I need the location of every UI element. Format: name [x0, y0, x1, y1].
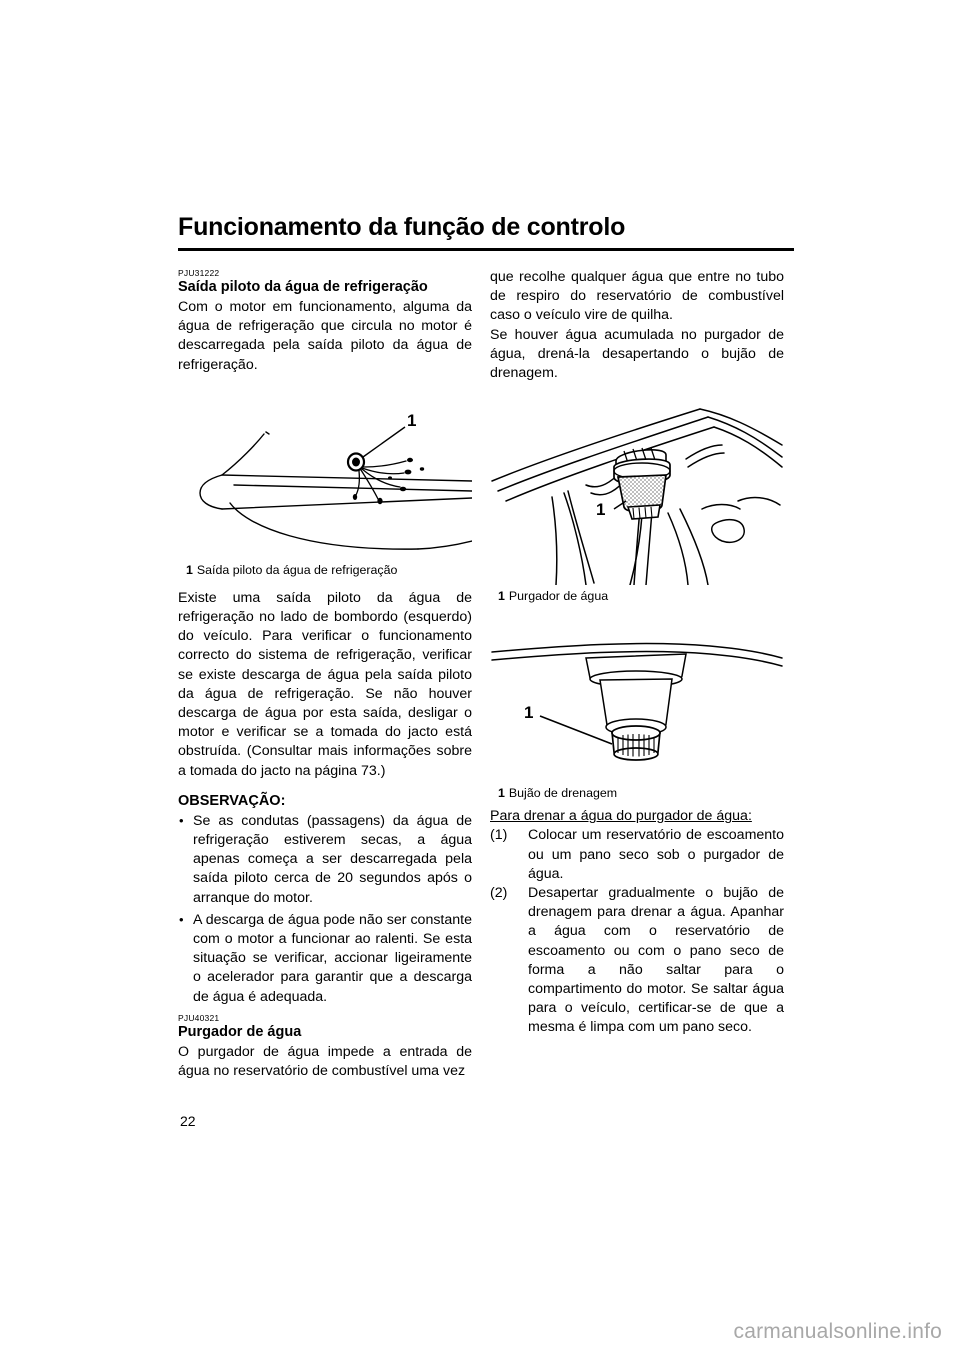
separator-bowl: [586, 654, 686, 735]
watermark: carmanualsonline.info: [733, 1320, 942, 1343]
page-number: 22: [180, 1113, 196, 1129]
figure-caption-cooling-water-outlet: [178, 562, 472, 578]
list-item: • A descarga de água pode não ser constante com o motor a funcionar ao ralenti. Se esta situação se verificar, accionar ligeiramente o acelerador para garantir que a descarga de água é adequada.: [178, 911, 472, 1007]
section1-paragraph-2: Existe uma saída piloto da água de refrigeração no lado de bombordo (esquerdo) do veículo. Para verificar o funcionamento correcto do sistema de refrigeração, verificar se existe descarga de água pela saída piloto da água de refrigeração. Se não houver descarga de água por esta saída, desligar o motor e verificar se a tomada do jacto está obstruída. (Consultar mais informações sobre a tomada do jacto na página 73.): [178, 589, 472, 779]
figure-cooling-water-pilot-outlet: [178, 399, 472, 578]
figure-caption-text: Saída piloto da água de refrigeração: [196, 562, 398, 577]
section1-paragraph-1: Com o motor em funcionamento, alguma da água de refrigeração que circula no motor é descarregada pela saída piloto da água de refrigeração.: [178, 299, 472, 373]
list-item: • Se as condutas (passagens) da água de refrigeração estiverem secas, a água apenas começa a ser descarregada pela saída piloto cerca de 20 segundos após o arranque do motor.: [178, 812, 472, 908]
section-heading-water-separator: Purgador de água: [178, 1023, 302, 1040]
step-text: Colocar um reservatório de escoamento ou um pano seco sob o purgador de água.: [528, 827, 784, 882]
figure-caption-text: Bujão de drenagem: [508, 786, 618, 801]
water-separator-engine-compartment-illustration: [490, 405, 784, 585]
drain-plug-illustration: [490, 632, 784, 782]
right-paragraph-continued: que recolhe qualquer água que entre no tubo de respiro do reservatório de combustível caso o veículo vire de quilha.: [490, 269, 784, 324]
list-item: [490, 884, 784, 1038]
section-heading-cooling-water-outlet: Saída piloto da água de refrigeração: [178, 279, 428, 295]
water-separator-body: [614, 448, 670, 519]
procedure-step-list: [490, 826, 784, 1037]
figure-caption-water-separator: [490, 588, 784, 604]
figure-callout-1: 1: [524, 703, 534, 723]
right-column: [490, 268, 784, 1038]
reference-code-pju40321: PJU40321: [178, 1012, 220, 1023]
section2-paragraph-1: O purgador de água impede a entrada de água no reservatório de combustível uma vez: [178, 1043, 472, 1080]
step-number: (2): [490, 885, 508, 902]
reference-code-pju31222: PJU31222: [178, 268, 220, 278]
figure-caption-text: Purgador de água: [508, 589, 609, 604]
figure-drain-plug: [490, 632, 784, 801]
step-text: Desapertar gradualmente o bujão de drenagem para drenar a água. Apanhar a água com o reservatório de escoamento ou com o pano seco de forma a não saltar para o compartimento do motor. Se saltar água para o veículo, certificar-se de que a mesma é limpa com um pano seco.: [528, 885, 784, 1036]
figure-callout-1: 1: [407, 410, 417, 430]
drain-plug-part: [612, 726, 660, 760]
step-number: (1): [490, 827, 508, 844]
right-paragraph-2: Se houver água acumulada no purgador de água, drená-la desapertando o bujão de drenagem.: [490, 326, 784, 382]
left-column: [178, 268, 472, 1081]
note-bullet-list: [178, 812, 472, 1007]
figure-caption-number: 1: [186, 562, 193, 577]
figure-water-separator: [490, 405, 784, 604]
note-heading: OBSERVAÇÃO:: [178, 792, 286, 809]
figure-caption-number: 1: [498, 786, 505, 801]
cooling-water-pilot-outlet-illustration: [178, 399, 472, 559]
figure-caption-number: 1: [498, 589, 505, 604]
title-divider: [178, 248, 794, 251]
page-title: Funcionamento da função de controlo: [178, 213, 626, 241]
list-item: [490, 826, 784, 884]
figure-callout-1: 1: [596, 500, 606, 520]
figure-caption-drain-plug: [490, 785, 784, 801]
procedure-heading: Para drenar a água do purgador de água:: [490, 808, 752, 825]
page-header: [178, 214, 794, 251]
